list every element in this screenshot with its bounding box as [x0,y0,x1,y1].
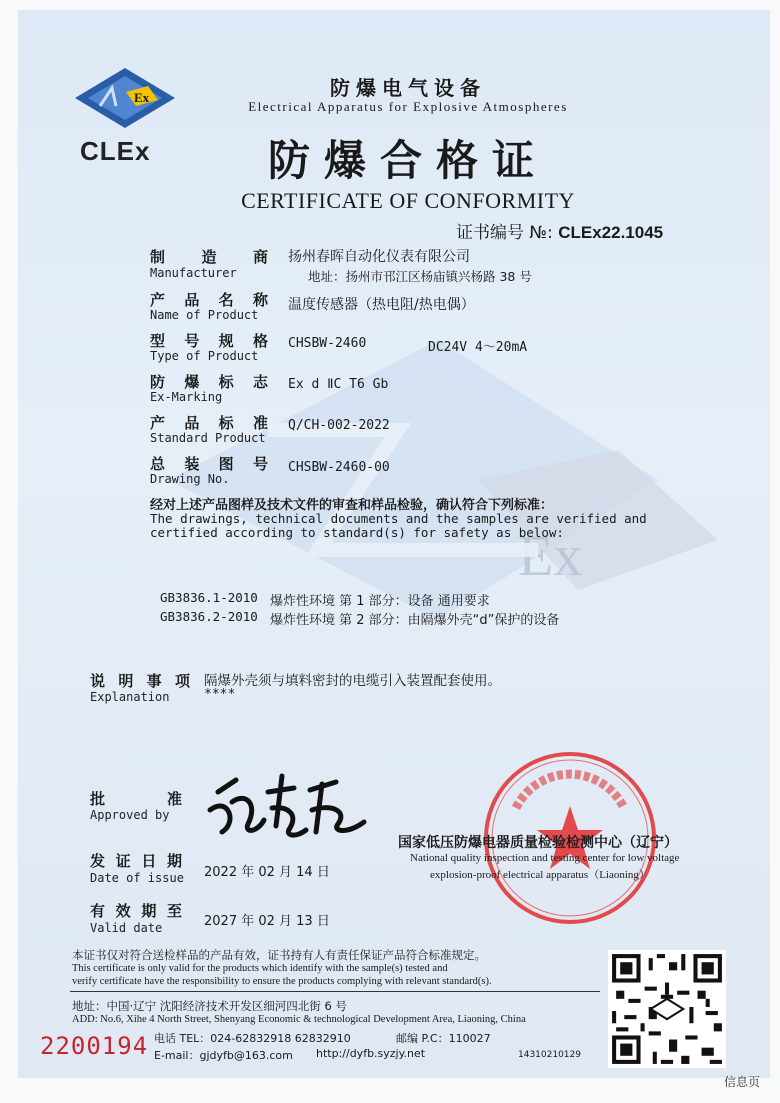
logo-ex-text: Ex [134,90,150,105]
explanation-stars: **** [204,687,236,702]
statement-en-line1: The drawings, technical documents and the samples are verified and [150,511,647,526]
footer-email: E-mail：gjdyfb@163.com [154,1049,293,1062]
drawing-label-cn: 总装图号 [150,455,268,473]
footer-code: 14310210129 [518,1050,581,1060]
product-type-label-en: Type of Product [150,349,259,363]
footer-note-en-1: This certificate is only valid for the products which identify with the sample(s) tested and [72,963,448,974]
product-name-value: 温度传感器（热电阻/热电偶） [288,297,475,313]
footer-note-en-2: verify certificate have the responsibility to ensure the products complying with relevant standard(s). [72,976,492,987]
certificate-sheet [18,10,770,1078]
footer-website: http://dyfb.syzjy.net [316,1047,426,1060]
issuer-name-en-2: explosion-proof electrical apparatus（Liaoning） [430,869,650,881]
standard-desc-2: 爆炸性环境 第 2 部分：由隔爆外壳“d”保护的设备 [270,613,560,628]
standard-code-2: GB3836.2-2010 [160,609,258,624]
product-name-label-cn: 产品名称 [150,291,268,309]
footer-address-cn: 地址：中国·辽宁 沈阳经济技术开发区细河四北街 6 号 [72,999,347,1013]
signature-image [198,762,378,852]
footer-tel: 电话 TEL：024-62832918 62832910 [154,1032,351,1045]
explanation-label-cn: 说明事项 [90,672,190,690]
footer-note-cn: 本证书仅对符合送检样品的产品有效，证书持有人有责任保证产品符合标准规定。 [72,948,486,962]
product-name-label-en: Name of Product [150,308,259,322]
qr-code[interactable] [608,950,726,1068]
certificate-number-label: 证书编号 №: [456,223,553,243]
explanation-text: 隔爆外壳须与填料密封的电缆引入装置配套使用。 [204,673,501,689]
drawing-value: CHSBW-2460-00 [288,460,390,475]
issue-label-en: Date of issue [90,871,184,885]
product-type-rating: DC24V 4～20mA [428,340,528,355]
certificate-number-value: CLEx22.1045 [558,223,664,242]
valid-date: 2027 年 02 月 13 日 [204,914,330,929]
valid-label-cn: 有效期至 [90,902,182,920]
product-type-value: CHSBW-2460 [288,336,367,351]
ex-marking-label-cn: 防爆标志 [150,373,268,391]
product-type-label-cn: 型号规格 [150,332,268,350]
manufacturer-label-en: Manufacturer [150,266,237,280]
footer-divider [70,991,600,992]
issue-date: 2022 年 02 月 14 日 [204,865,330,880]
header-title-en: Electrical Apparatus for Explosive Atmospheres [248,99,568,114]
statement-cn: 经对上述产品图样及技术文件的审查和样品检验，确认符合下列标准： [150,498,554,513]
certificate-number [456,218,663,243]
issuer-name-en-1: National quality inspection and testing center for low voltage [410,852,680,864]
logo-brand: CLEx [80,136,151,166]
standard-label-en: Standard Product [150,431,266,445]
standard-value: Q/CH-002-2022 [288,418,390,433]
standard-code-1: GB3836.1-2010 [160,590,258,605]
manufacturer-label-cn: 制造商 [150,248,268,266]
certificate-title-cn: 防爆合格证 [267,136,548,185]
statement-en-line2: certified according to standard(s) for safety as below: [150,525,564,540]
valid-label-en: Valid date [90,921,163,935]
issuer-name-cn: 国家低压防爆电器质量检验检测中心（辽宁） [398,835,678,851]
explanation-label-en: Explanation [90,690,170,704]
ex-marking-value: Ex d ⅡC T6 Gb [288,377,389,392]
clex-logo [70,62,180,177]
standard-desc-1: 爆炸性环境 第 1 部分：设备 通用要求 [270,594,490,609]
certificate-title-en: CERTIFICATE OF CONFORMITY [241,188,575,213]
drawing-label-en: Drawing No. [150,472,230,486]
serial-number: 2200194 [40,1032,149,1060]
ex-marking-label-en: Ex-Marking [150,390,223,404]
manufacturer-address: 地址：扬州市邗江区杨庙镇兴杨路 38 号 [308,269,532,284]
qr-code-icon [608,950,726,1068]
footer-postcode: 邮编 P.C：110027 [396,1032,491,1045]
footer-address-en: ADD: No.6, Xihe 4 North Street, Shenyang Economic & technological Development Area, Liaoning, China [72,1014,526,1025]
svg-text:Ex: Ex [518,523,583,588]
logo-diamond-icon [70,62,180,134]
manufacturer-value: 扬州春晖自动化仪表有限公司 [288,249,470,265]
approved-label-en: Approved by [90,808,170,822]
page-label: 信息页 [724,1075,761,1089]
standard-label-cn: 产品标准 [150,414,268,432]
header-title-cn: 防爆电气设备 [330,76,486,100]
approved-label-cn: 批准 [90,790,182,808]
issue-label-cn: 发证日期 [90,852,182,870]
